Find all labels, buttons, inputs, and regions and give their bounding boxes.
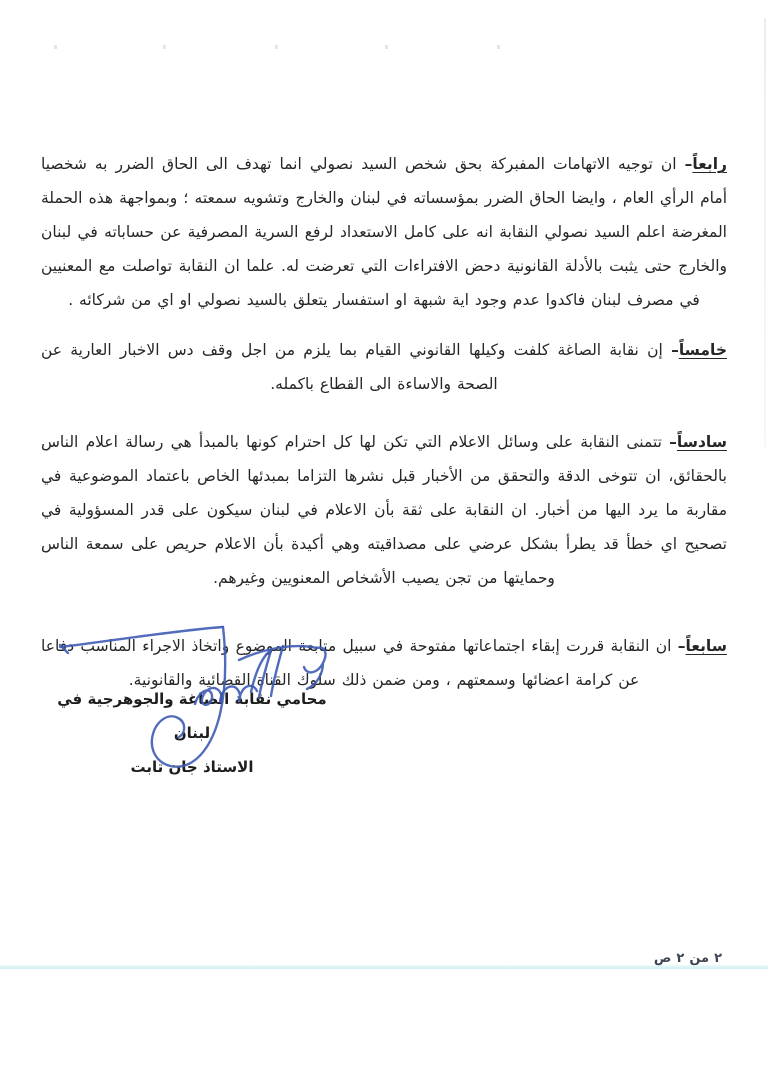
page-number-label: ص — [653, 951, 672, 966]
scan-artifact-edge — [764, 18, 766, 448]
footer-divider — [0, 965, 768, 969]
paragraph-marker: خامساً — [678, 341, 727, 359]
scan-artifact-dot — [275, 45, 278, 49]
paragraph-marker-dash: – — [684, 155, 693, 173]
paragraph-sixth — [41, 425, 727, 595]
page-number-of: من — [689, 951, 710, 966]
paragraph-text: ان توجيه الاتهامات المفبركة بحق شخص السيد نصولي انما تهدف الى الحاق الضرر به شخصيا أمام الرأي العام ، وايضا الحاق الضرر بمؤسساته في لبنان والخارج وتشويه سمعته ؛ وبمواجهة هذه الحملة المغرضة اعلم السيد نصولي النقابة انه على كامل الاستعداد لرفع السرية المصرفية عن حساباته في لبنان والخارج حتى يثبت بالأدلة القانونية دحض الافتراءات التي تعرضت له. علما ان النقابة تواصلت مع المعنيين في مصرف لبنان فاكدوا عدم وجود اية شبهة او استفسار يتعلق بالسيد نصولي او اي من شركائه . — [41, 155, 727, 309]
signatory-title: محامي نقابة الصاغة والجوهرجية في لبنان — [57, 690, 327, 742]
paragraph-marker: رابعاً — [692, 155, 727, 173]
scan-artifact-dot — [54, 45, 57, 49]
signatory-name: الاستاذ جان تابت — [130, 758, 254, 776]
page-number-total: ٢ — [714, 951, 722, 966]
scan-artifact-dot — [163, 45, 166, 49]
paragraph-fifth — [41, 333, 727, 401]
paragraph-text: تتمنى النقابة على وسائل الاعلام التي تكن لها كل احترام كونها بالمبدأ هي رسالة اعلام الناس بالحقائق، ان تتوخى الدقة والتحقق من الأخبار قبل نشرها التزاما بمبدئها الخاص باعتماد الموضوعية في مقاربة ما يرد اليها من أخبار. ان النقابة على ثقة بأن الاعلام في لبنان سيكون على قدر المسؤولية في تصحيح اي خطأ قد يطرأ بشكل عرضي على مصداقيته وهي أكيدة بأن الاعلام حريص على سمعة الناس وحمايتها من تجن يصيب الأشخاص المعنويين وغيرهم. — [41, 433, 727, 587]
letter-body — [41, 147, 727, 697]
paragraph-marker: سابعاً — [685, 637, 727, 655]
paragraph-text: ان النقابة قررت إبقاء اجتماعاتها مفتوحة في سبيل متابعة الموضوع واتخاذ الاجراء المناسب دفاعا عن كرامة اعضائها وسمعتهم ، ومن ضمن ذلك سلوك القناة القضائية والقانونية. — [41, 637, 672, 689]
page-number-current: ٢ — [676, 951, 685, 966]
paragraph-marker: سادساً — [676, 433, 727, 451]
scan-artifact-dot — [497, 45, 500, 49]
paragraph-marker-dash: – — [671, 341, 679, 359]
paragraph-text: إن نقابة الصاغة كلفت وكيلها القانوني القيام بما يلزم من اجل وقف دس الاخبار العارية عن الصحة والاساءة الى القطاع باكمله. — [41, 341, 663, 393]
page-number — [654, 951, 722, 966]
paragraph-fourth — [41, 147, 727, 317]
paragraph-marker-dash: – — [669, 433, 677, 451]
paragraph-marker-dash: – — [677, 637, 686, 655]
scan-artifact-dot — [385, 45, 388, 49]
signature-block — [52, 682, 332, 784]
